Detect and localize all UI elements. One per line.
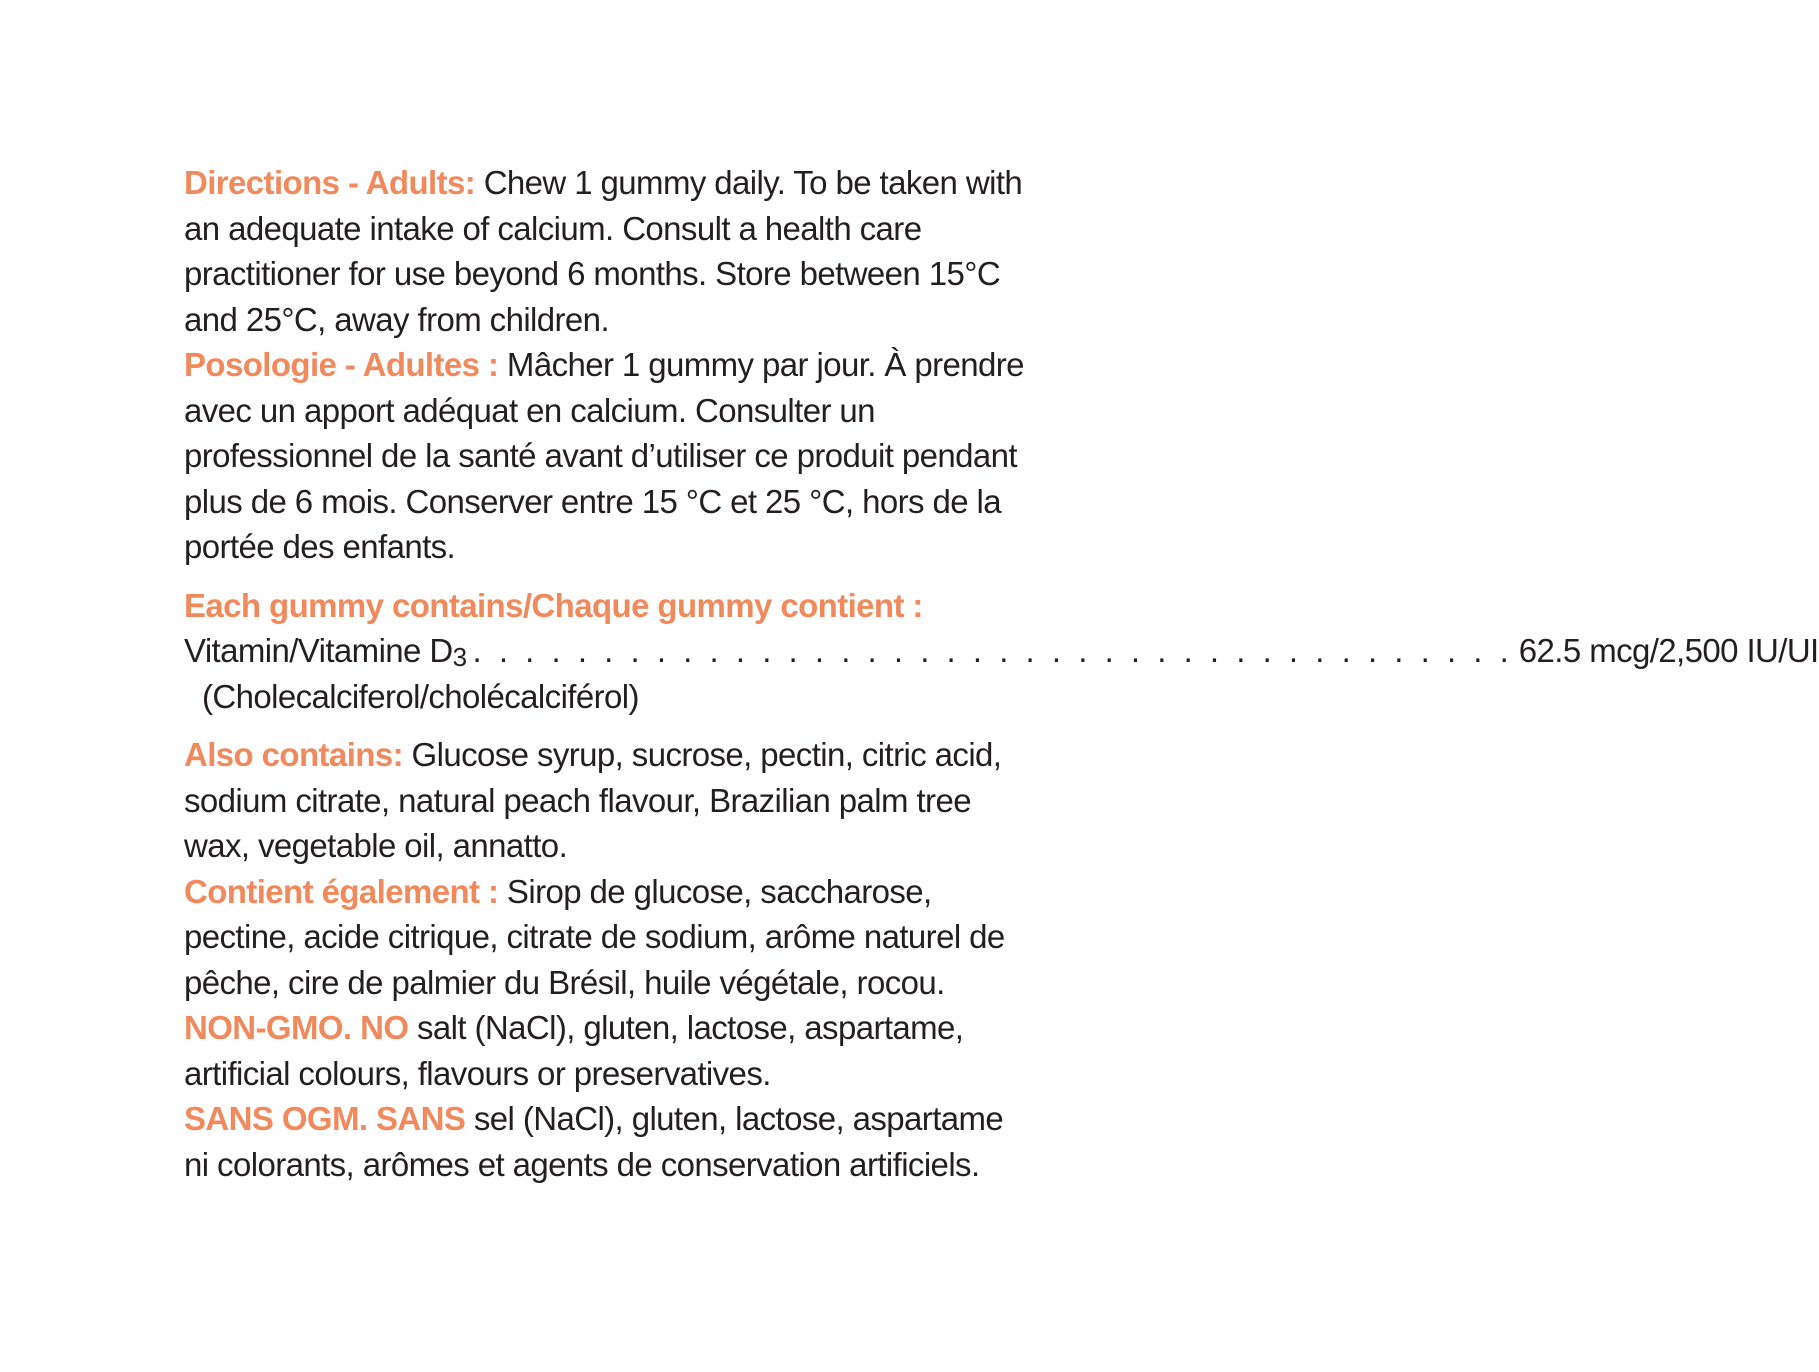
non-gmo-fr-heading: SANS OGM. SANS: [184, 1100, 466, 1137]
also-contains-en: [184, 732, 1034, 869]
contents-heading: Each gummy contains/Chaque gummy contient :: [184, 586, 923, 624]
directions-en-body: Chew 1 gummy daily. To be taken with an adequate intake of calcium. Consult a health care practitioner for use beyond 6 months. Store between 15°C and 25°C, away from children.: [184, 164, 1023, 338]
also-contains-fr-body: Sirop de glucose, saccharose, pectine, acide citrique, citrate de sodium, arôme naturel de pêche, cire de palmier du Brésil, huile végétale, rocou.: [184, 872, 1005, 1001]
ingredient-row: [184, 628, 1819, 674]
section-gap: [184, 719, 1034, 732]
contents-section: [184, 583, 1034, 629]
non-gmo-en-heading: NON-GMO. NO: [184, 1009, 409, 1046]
label-text-panel: [184, 160, 1819, 1187]
directions-fr: [184, 342, 1034, 570]
leader-dots: . . . . . . . . . . . . . . . . . . . . . . . . . . . . . . . . . . . . . . . .: [472, 632, 1513, 669]
section-gap: [184, 570, 1034, 583]
non-gmo-fr: [184, 1096, 1034, 1187]
non-gmo-fr-body: sel (NaCl), gluten, lactose, aspartame ni colorants, arômes et agents de conservation artificiels.: [184, 1100, 1004, 1183]
ingredient-subscript: 3: [452, 642, 467, 672]
also-contains-en-heading: Also contains:: [184, 736, 403, 773]
ingredient-name: Vitamin/Vitamine $D_3$: [184, 632, 467, 672]
ingredient-amount: 62.5 mcg/2,500 IU/UI: [1518, 632, 1819, 669]
directions-fr-body: Mâcher 1 gummy par jour. À prendre avec un apport adéquat en calcium. Consulter un professionnel de la santé avant d’utiliser ce produit pendant plus de 6 mois. Conserver entre 15 °C et 25 °C, hors de la portée des enfants.: [184, 346, 1024, 565]
directions-fr-heading: Posologie - Adultes :: [184, 346, 499, 383]
ingredient-source: (Cholecalciferol/cholécalciférol): [202, 677, 639, 715]
also-contains-fr: [184, 869, 1034, 1006]
also-contains-fr-heading: Contient également :: [184, 872, 499, 910]
non-gmo-en-body: salt (NaCl), gluten, lactose, aspartame, artificial colours, flavours or preservatives.: [184, 1009, 964, 1092]
non-gmo-en: [184, 1005, 1034, 1096]
also-contains-en-body: Glucose syrup, sucrose, pectin, citric acid, sodium citrate, natural peach flavour, Brazilian palm tree wax, vegetable oil, annatto.: [184, 736, 1002, 864]
directions-en: [184, 160, 1034, 342]
directions-en-heading: Directions - Adults:: [184, 164, 476, 201]
